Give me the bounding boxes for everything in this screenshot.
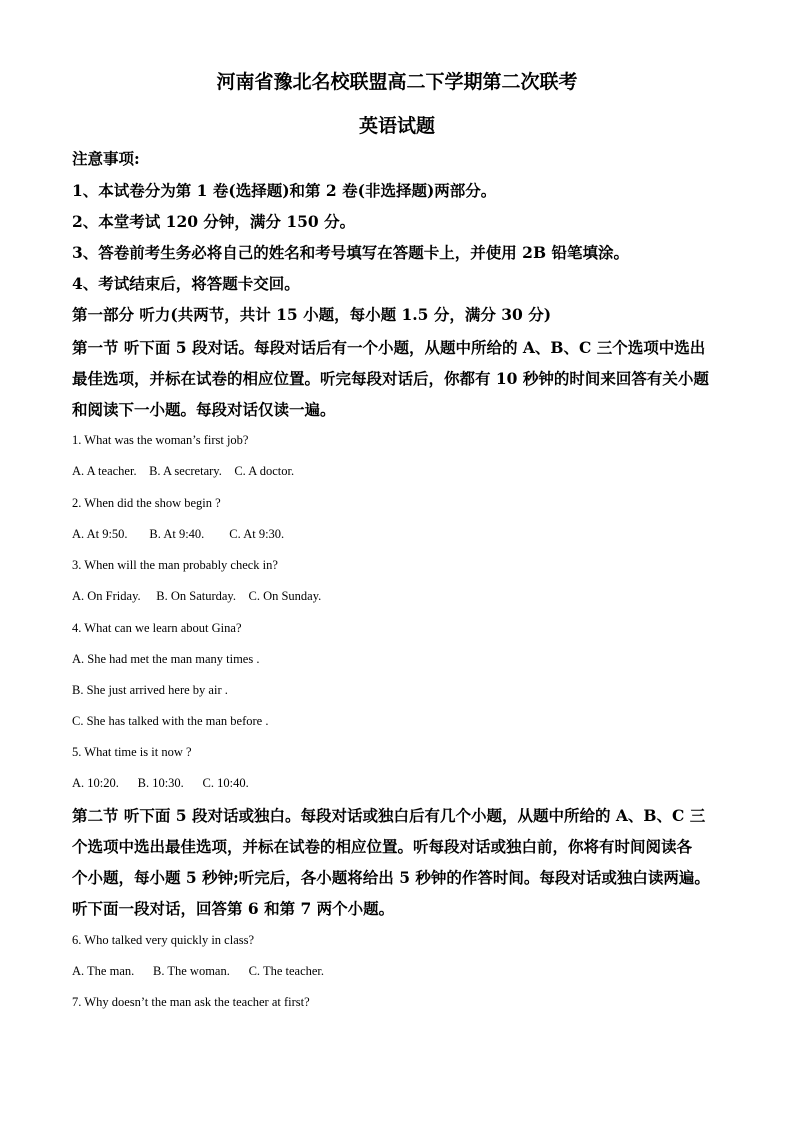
section2-instruction: 个小题，每小题 5 秒钟;听完后，各小题将给出 5 秒钟的作答时间。每段对话或独白读两遍。 (72, 868, 710, 887)
question-option: C. She has talked with the man before . (72, 714, 269, 728)
section1-instruction: 最佳选项，并标在试卷的相应位置。听完每段对话后，你都有 10 秒钟的时间来回答有关小题 (72, 369, 709, 388)
question-options: A. The man. B. The woman. C. The teacher. (72, 964, 325, 978)
question-options: A. 10:20. B. 10:30. C. 10:40. (72, 776, 249, 790)
section1-instruction: 第一节 听下面 5 段对话。每段对话后有一个小题，从题中所给的 A、B、C 三个选项中选出 (72, 338, 706, 357)
notice-item: 2、本堂考试 120 分钟，满分 150 分。 (72, 212, 356, 231)
question-text: 7. Why doesn’t the man ask the teacher at first? (72, 995, 310, 1009)
question-text: 4. What can we learn about Gina? (72, 621, 242, 635)
notice-heading: 注意事项: (72, 149, 140, 168)
question-option: A. She had met the man many times . (72, 652, 260, 666)
section2-instruction: 听下面一段对话，回答第 6 和第 7 两个小题。 (72, 899, 395, 918)
question-options: A. On Friday. B. On Saturday. C. On Sunday. (72, 589, 322, 603)
notice-item: 1、本试卷分为第 1 卷(选择题)和第 2 卷(非选择题)两部分。 (72, 181, 497, 200)
question-text: 1. What was the woman’s first job? (72, 433, 249, 447)
question-text: 3. When will the man probably check in? (72, 558, 278, 572)
question-text: 5. What time is it now ? (72, 745, 192, 759)
part1-heading: 第一部分 听力(共两节，共计 15 小题，每小题 1.5 分，满分 30 分) (72, 305, 552, 324)
section2-instruction: 第二节 听下面 5 段对话或独白。每段对话或独白后有几个小题，从题中所给的 A、B、C 三 (72, 806, 706, 825)
question-options: A. At 9:50. B. At 9:40. C. At 9:30. (72, 527, 285, 541)
notice-item: 3、答卷前考生务必将自己的姓名和考号填写在答题卡上，并使用 2B 铅笔填涂。 (72, 243, 629, 262)
section2-instruction: 个选项中选出最佳选项，并标在试卷的相应位置。听每段对话或独白前，你将有时间阅读各 (72, 837, 693, 856)
page-title: 河南省豫北名校联盟高二下学期第二次联考 (216, 71, 578, 93)
question-text: 2. When did the show begin ? (72, 496, 221, 510)
section1-instruction: 和阅读下一小题。每段对话仅读一遍。 (72, 400, 336, 419)
question-option: B. She just arrived here by air . (72, 683, 228, 697)
page-subtitle: 英语试题 (358, 115, 435, 137)
question-text: 6. Who talked very quickly in class? (72, 933, 255, 947)
question-options: A. A teacher. B. A secretary. C. A doctor. (72, 464, 295, 478)
notice-item: 4、考试结束后，将答题卡交回。 (72, 274, 300, 293)
